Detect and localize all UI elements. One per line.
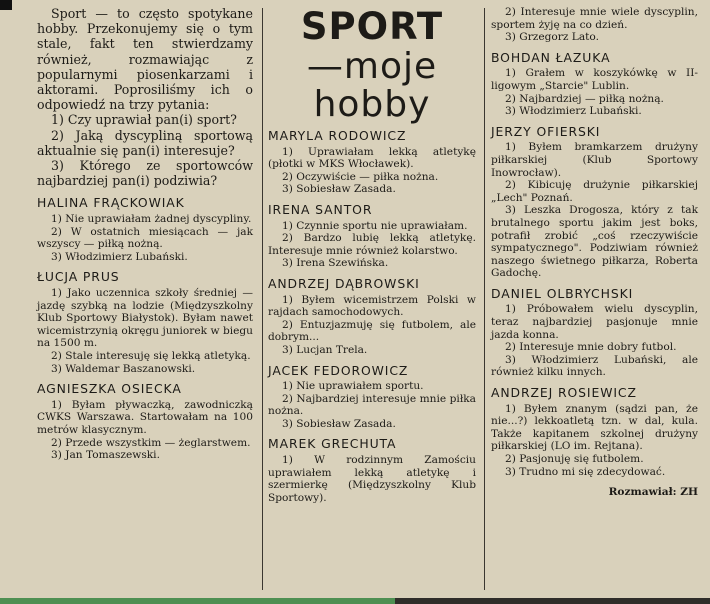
- answer-2: 2) Najbardziej interesuje mnie piłka nożna.: [268, 392, 476, 418]
- interviewee-name: DANIEL OLBRYCHSKI: [491, 285, 634, 301]
- intro-lead: Sport — to często spotykane hobby. Przekonujemy się o tym stale, fakt ten stwierdzamy również, rozmawiając z popularnymi piosenkarzami i aktorami. Poprosiliśmy ich o odpowiedź na trzy pytania:: [37, 6, 253, 113]
- interviewee-name: MARYLA RODOWICZ: [268, 128, 407, 143]
- answer-2: 2) Bardzo lubię lekką atletykę. Interesuje mnie również kolarstwo.: [268, 232, 476, 257]
- answer-3: 3) Grzegorz Lato.: [505, 31, 599, 44]
- interviewee-name: ANDRZEJ ROSIEWICZ: [491, 385, 637, 401]
- interview-grechuta-continued: [491, 6, 698, 44]
- answer-2: 2) W ostatnich miesiącach — jak wszyscy — piłką nożną.: [37, 225, 253, 251]
- answer-2: 2) Interesuje mnie wiele dyscyplin, sportem żyję na co dzień.: [491, 6, 698, 31]
- answer-3: 3) Lucjan Trela.: [282, 343, 368, 356]
- interview-osiecka: [37, 383, 253, 462]
- intro-question-1: 1) Czy uprawiał pan(i) sport?: [51, 112, 237, 128]
- headline-moje: —moje: [306, 46, 438, 87]
- answer-3: 3) Leszka Drogosza, który z tak brutalnego sportu jakim jest boks, potrafił zrobić „coś rzeczywiście sympatycznego". Podziwiam również naszego świetnego piłkarza, Roberta Gadochę.: [491, 204, 698, 280]
- answer-1: 1) W rodzinnym Zamościu uprawiałem lekką atletykę i szermierkę (Międzyszkolny Klub Sportowy).: [268, 454, 476, 504]
- column-2: [268, 6, 476, 512]
- column-rule-2: [484, 8, 485, 590]
- answer-1: 1) Byłem wicemistrzem Polski w rajdach samochodowych.: [268, 293, 476, 319]
- interview-dabrowski: [268, 275, 476, 357]
- answer-1: 1) Nie uprawiałam żadnej dyscypliny.: [51, 213, 252, 226]
- interviewee-name: ŁUCJA PRUS: [37, 269, 120, 285]
- answer-3: 3) Trudno mi się zdecydować.: [505, 465, 666, 478]
- answer-1: 1) Byłam pływaczką, zawodniczką CWKS Warszawa. Startowałam na 100 metrów klasycznym.: [37, 398, 253, 436]
- interview-fedorowicz: [268, 362, 476, 431]
- interviewer-credit: Rozmawiał: ZH: [608, 486, 698, 499]
- interview-rodowicz: [268, 130, 476, 196]
- column-1: [37, 6, 253, 470]
- answer-1: 1) Jako uczennica szkoły średniej — jazdę szybką na lodzie (Międzyszkolny Klub Sportowy Białystok). Byłam nawet wicemistrzynią okręgu juniorek w biegu na 1500 m.: [37, 287, 253, 350]
- answer-3: 3) Sobiesław Zasada.: [282, 183, 396, 196]
- intro-question-3: 3) Którego ze sportowców najbardziej pan(i) podziwia?: [37, 158, 253, 189]
- headline-sport: SPORT: [300, 5, 444, 48]
- answer-2: 2) Przede wszystkim — żeglarstwem.: [51, 436, 251, 449]
- interview-frackowiak: [37, 197, 253, 263]
- column-rule-1: [262, 8, 263, 590]
- intro-question-2: 2) Jaką dyscypliną sportową aktualnie się pan(i) interesuje?: [37, 127, 253, 158]
- answer-3: 3) Jan Tomaszewski.: [51, 449, 160, 462]
- headline: [268, 6, 476, 124]
- interviewee-name: HALINA FRĄCKOWIAK: [37, 195, 185, 211]
- interview-grechuta: [268, 438, 476, 504]
- headline-hobby: hobby: [313, 84, 431, 125]
- intro: [37, 6, 253, 188]
- answer-2: 2) Entuzjazmuję się futbolem, ale dobrym...: [268, 318, 476, 344]
- interviewee-name: IRENA SANTOR: [268, 201, 373, 217]
- answer-3: 3) Włodzimierz Lubański.: [505, 105, 642, 118]
- answer-1: 1) Czynnie sportu nie uprawiałam.: [282, 219, 468, 232]
- answer-1: 1) Byłem znanym (sądzi pan, że nie...?) lekkoatletą tzn. w dal, kula. Także kapitanem szkolnej drużyny piłkarskiej (LO im. Rejtana).: [491, 402, 698, 453]
- interview-ofierski: [491, 123, 698, 280]
- answer-3: 3) Sobiesław Zasada.: [282, 417, 396, 430]
- answer-3: 3) Irena Szewińska.: [282, 257, 389, 270]
- answer-3: 3) Waldemar Baszanowski.: [51, 362, 196, 375]
- answer-3: 3) Włodzimierz Lubański, ale również kilku innych.: [491, 353, 698, 379]
- answer-2: 2) Oczywiście — piłka nożna.: [282, 170, 439, 183]
- column-3: [491, 6, 698, 499]
- corner-mark: [0, 0, 12, 10]
- interview-olbrychski: [491, 285, 698, 379]
- answer-3: 3) Włodzimierz Lubański.: [51, 250, 188, 263]
- interview-rosiewicz: [491, 387, 698, 478]
- interview-prus: [37, 271, 253, 375]
- answer-1: 1) Byłem bramkarzem drużyny piłkarskiej (Klub Sportowy Inowrocław).: [491, 141, 698, 179]
- answer-2: 2) Interesuje mnie dobry futbol.: [505, 341, 677, 354]
- answer-1: 1) Próbowałem wielu dyscyplin, teraz najbardziej pasjonuje mnie jazda konna.: [491, 303, 698, 341]
- answer-2: 2) Stale interesuję się lekką atletyką.: [51, 349, 251, 362]
- answer-1: 1) Nie uprawiałem sportu.: [282, 380, 424, 393]
- bottom-strip-green: [0, 598, 395, 604]
- answer-1: 1) Uprawiałam lekką atletykę (płotki w MKS Włocławek).: [268, 145, 476, 171]
- interviewee-name: BOHDAN ŁAZUKA: [491, 49, 611, 65]
- interviewee-name: JACEK FEDOROWICZ: [268, 362, 409, 378]
- answer-2: 2) Najbardziej — piłką nożną.: [505, 92, 664, 105]
- interviewee-name: MAREK GRECHUTA: [268, 436, 397, 452]
- interview-lazuka: [491, 49, 698, 118]
- answer-2: 2) Kibicuję drużynie piłkarskiej „Lech" Poznań.: [491, 179, 698, 204]
- answer-1: 1) Grałem w koszykówkę w II-ligowym „Starcie" Lublin.: [491, 67, 698, 92]
- interviewee-name: ANDRZEJ DĄBROWSKI: [268, 275, 420, 291]
- answer-2: 2) Pasjonuję się futbolem.: [505, 453, 644, 465]
- interview-santor: [268, 201, 476, 270]
- interviewee-name: JERZY OFIERSKI: [491, 123, 601, 139]
- interviewee-name: AGNIESZKA OSIECKA: [37, 381, 182, 397]
